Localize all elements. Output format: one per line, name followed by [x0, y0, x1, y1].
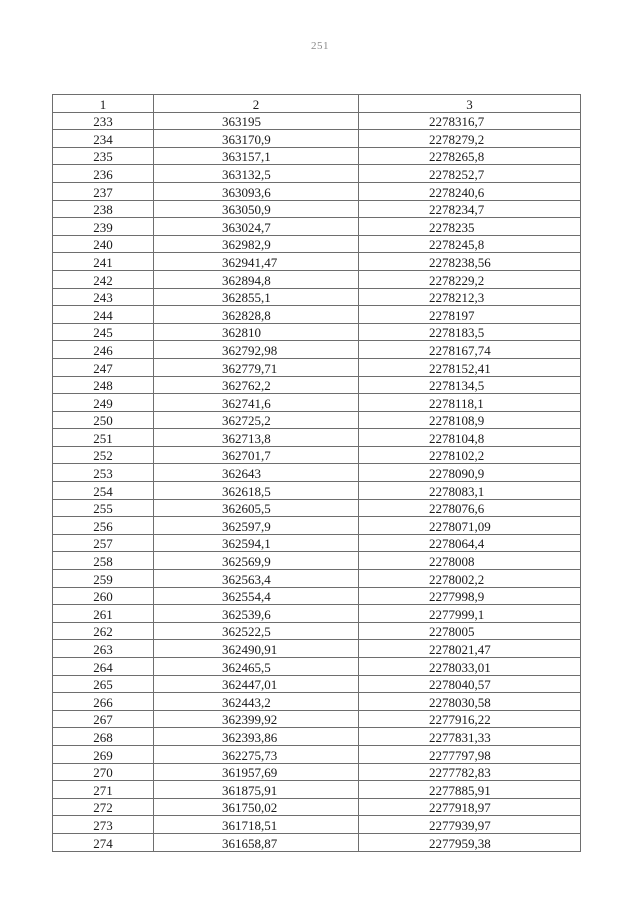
table-row	[53, 710, 581, 728]
point-number-cell: 259	[53, 570, 154, 588]
point-number-cell: 262	[53, 622, 154, 640]
x-coordinate-cell: 362539,6	[154, 605, 359, 623]
y-coordinate-cell: 2278167,74	[359, 341, 581, 359]
y-coordinate-cell: 2278008	[359, 552, 581, 570]
column-header-2: 2	[154, 95, 359, 113]
x-coordinate-cell: 362399,92	[154, 710, 359, 728]
y-coordinate-cell: 2278152,41	[359, 358, 581, 376]
y-coordinate-cell: 2278235	[359, 218, 581, 236]
table-row	[53, 147, 581, 165]
table-row	[53, 605, 581, 623]
point-number-cell: 256	[53, 517, 154, 535]
point-number-cell: 240	[53, 235, 154, 253]
y-coordinate-cell: 2278021,47	[359, 640, 581, 658]
point-number-cell: 264	[53, 658, 154, 676]
y-coordinate-cell: 2278108,9	[359, 411, 581, 429]
y-coordinate-cell: 2278076,6	[359, 499, 581, 517]
point-number-cell: 236	[53, 165, 154, 183]
point-number-cell: 260	[53, 587, 154, 605]
x-coordinate-cell: 362443,2	[154, 693, 359, 711]
x-coordinate-cell: 362855,1	[154, 288, 359, 306]
point-number-cell: 247	[53, 358, 154, 376]
x-coordinate-cell: 362569,9	[154, 552, 359, 570]
table-row	[53, 253, 581, 271]
y-coordinate-cell: 2277918,97	[359, 798, 581, 816]
y-coordinate-cell: 2278102,2	[359, 446, 581, 464]
y-coordinate-cell: 2278083,1	[359, 482, 581, 500]
table-row	[53, 464, 581, 482]
point-number-cell: 239	[53, 218, 154, 236]
y-coordinate-cell: 2278118,1	[359, 394, 581, 412]
table-row	[53, 622, 581, 640]
table-row	[53, 200, 581, 218]
x-coordinate-cell: 362713,8	[154, 429, 359, 447]
table-row	[53, 781, 581, 799]
x-coordinate-cell: 361718,51	[154, 816, 359, 834]
table-row	[53, 640, 581, 658]
y-coordinate-cell: 2278245,8	[359, 235, 581, 253]
y-coordinate-cell: 2277998,9	[359, 587, 581, 605]
table-row	[53, 270, 581, 288]
y-coordinate-cell: 2277782,83	[359, 763, 581, 781]
point-number-cell: 250	[53, 411, 154, 429]
y-coordinate-cell: 2278279,2	[359, 130, 581, 148]
x-coordinate-cell: 362465,5	[154, 658, 359, 676]
column-header-3: 3	[359, 95, 581, 113]
table-row	[53, 394, 581, 412]
column-header-1: 1	[53, 95, 154, 113]
table-row	[53, 341, 581, 359]
x-coordinate-cell: 362779,71	[154, 358, 359, 376]
table-row	[53, 816, 581, 834]
y-coordinate-cell: 2278071,09	[359, 517, 581, 535]
table-row	[53, 182, 581, 200]
point-number-cell: 248	[53, 376, 154, 394]
y-coordinate-cell: 2278064,4	[359, 534, 581, 552]
point-number-cell: 272	[53, 798, 154, 816]
x-coordinate-cell: 362643	[154, 464, 359, 482]
y-coordinate-cell: 2277939,97	[359, 816, 581, 834]
table-row	[53, 218, 581, 236]
point-number-cell: 271	[53, 781, 154, 799]
y-coordinate-cell: 2278238,56	[359, 253, 581, 271]
table-row	[53, 323, 581, 341]
point-number-cell: 258	[53, 552, 154, 570]
table-row	[53, 376, 581, 394]
point-number-cell: 274	[53, 833, 154, 851]
y-coordinate-cell: 2277797,98	[359, 745, 581, 763]
y-coordinate-cell: 2277831,33	[359, 728, 581, 746]
page-number: 251	[311, 40, 329, 52]
point-number-cell: 253	[53, 464, 154, 482]
x-coordinate-cell: 363195	[154, 112, 359, 130]
x-coordinate-cell: 362490,91	[154, 640, 359, 658]
x-coordinate-cell: 362605,5	[154, 499, 359, 517]
point-number-cell: 235	[53, 147, 154, 165]
point-number-cell: 268	[53, 728, 154, 746]
point-number-cell: 257	[53, 534, 154, 552]
point-number-cell: 266	[53, 693, 154, 711]
table-row	[53, 658, 581, 676]
y-coordinate-cell: 2278040,57	[359, 675, 581, 693]
x-coordinate-cell: 362701,7	[154, 446, 359, 464]
y-coordinate-cell: 2278197	[359, 306, 581, 324]
x-coordinate-cell: 362275,73	[154, 745, 359, 763]
table-row	[53, 482, 581, 500]
point-number-cell: 245	[53, 323, 154, 341]
y-coordinate-cell: 2278229,2	[359, 270, 581, 288]
point-number-cell: 270	[53, 763, 154, 781]
table-header	[53, 95, 581, 113]
x-coordinate-cell: 362810	[154, 323, 359, 341]
table-row	[53, 798, 581, 816]
x-coordinate-cell: 363093,6	[154, 182, 359, 200]
y-coordinate-cell: 2277959,38	[359, 833, 581, 851]
table-row	[53, 517, 581, 535]
table-row	[53, 728, 581, 746]
x-coordinate-cell: 363170,9	[154, 130, 359, 148]
y-coordinate-cell: 2277885,91	[359, 781, 581, 799]
point-number-cell: 243	[53, 288, 154, 306]
table-row	[53, 165, 581, 183]
point-number-cell: 234	[53, 130, 154, 148]
x-coordinate-cell: 362554,4	[154, 587, 359, 605]
y-coordinate-cell: 2278252,7	[359, 165, 581, 183]
x-coordinate-cell: 362522,5	[154, 622, 359, 640]
x-coordinate-cell: 362941,47	[154, 253, 359, 271]
y-coordinate-cell: 2278033,01	[359, 658, 581, 676]
point-number-cell: 265	[53, 675, 154, 693]
table-row	[53, 411, 581, 429]
table-row	[53, 358, 581, 376]
y-coordinate-cell: 2278212,3	[359, 288, 581, 306]
point-number-cell: 241	[53, 253, 154, 271]
table-row	[53, 288, 581, 306]
x-coordinate-cell: 361658,87	[154, 833, 359, 851]
x-coordinate-cell: 362828,8	[154, 306, 359, 324]
table-row	[53, 130, 581, 148]
y-coordinate-cell: 2278005	[359, 622, 581, 640]
x-coordinate-cell: 362725,2	[154, 411, 359, 429]
y-coordinate-cell: 2278183,5	[359, 323, 581, 341]
x-coordinate-cell: 362563,4	[154, 570, 359, 588]
table-row	[53, 833, 581, 851]
x-coordinate-cell: 362618,5	[154, 482, 359, 500]
point-number-cell: 263	[53, 640, 154, 658]
x-coordinate-cell: 361957,69	[154, 763, 359, 781]
x-coordinate-cell: 363132,5	[154, 165, 359, 183]
x-coordinate-cell: 362594,1	[154, 534, 359, 552]
y-coordinate-cell: 2278104,8	[359, 429, 581, 447]
y-coordinate-cell: 2278002,2	[359, 570, 581, 588]
y-coordinate-cell: 2278134,5	[359, 376, 581, 394]
table-row	[53, 446, 581, 464]
x-coordinate-cell: 363157,1	[154, 147, 359, 165]
y-coordinate-cell: 2278240,6	[359, 182, 581, 200]
point-number-cell: 261	[53, 605, 154, 623]
point-number-cell: 237	[53, 182, 154, 200]
table-row	[53, 235, 581, 253]
point-number-cell: 251	[53, 429, 154, 447]
table-row	[53, 745, 581, 763]
table-row	[53, 570, 581, 588]
point-number-cell: 269	[53, 745, 154, 763]
y-coordinate-cell: 2278234,7	[359, 200, 581, 218]
x-coordinate-cell: 362741,6	[154, 394, 359, 412]
x-coordinate-cell: 362447,01	[154, 675, 359, 693]
point-number-cell: 233	[53, 112, 154, 130]
table-row	[53, 587, 581, 605]
x-coordinate-cell: 362597,9	[154, 517, 359, 535]
point-number-cell: 273	[53, 816, 154, 834]
coordinates-table	[52, 94, 581, 852]
table-row	[53, 675, 581, 693]
y-coordinate-cell: 2278030,58	[359, 693, 581, 711]
table-row	[53, 693, 581, 711]
x-coordinate-cell: 363050,9	[154, 200, 359, 218]
x-coordinate-cell: 362762,2	[154, 376, 359, 394]
x-coordinate-cell: 362393,86	[154, 728, 359, 746]
y-coordinate-cell: 2278090,9	[359, 464, 581, 482]
table-row	[53, 552, 581, 570]
y-coordinate-cell: 2277999,1	[359, 605, 581, 623]
x-coordinate-cell: 362894,8	[154, 270, 359, 288]
point-number-cell: 242	[53, 270, 154, 288]
x-coordinate-cell: 363024,7	[154, 218, 359, 236]
x-coordinate-cell: 361875,91	[154, 781, 359, 799]
point-number-cell: 244	[53, 306, 154, 324]
table-row	[53, 763, 581, 781]
table-row	[53, 429, 581, 447]
y-coordinate-cell: 2278265,8	[359, 147, 581, 165]
point-number-cell: 255	[53, 499, 154, 517]
point-number-cell: 249	[53, 394, 154, 412]
table-row	[53, 306, 581, 324]
table-row	[53, 534, 581, 552]
point-number-cell: 246	[53, 341, 154, 359]
header-row	[53, 95, 581, 113]
table-body	[53, 112, 581, 851]
y-coordinate-cell: 2277916,22	[359, 710, 581, 728]
y-coordinate-cell: 2278316,7	[359, 112, 581, 130]
point-number-cell: 254	[53, 482, 154, 500]
x-coordinate-cell: 362792,98	[154, 341, 359, 359]
x-coordinate-cell: 361750,02	[154, 798, 359, 816]
x-coordinate-cell: 362982,9	[154, 235, 359, 253]
table-row	[53, 499, 581, 517]
point-number-cell: 238	[53, 200, 154, 218]
table-row	[53, 112, 581, 130]
point-number-cell: 252	[53, 446, 154, 464]
point-number-cell: 267	[53, 710, 154, 728]
